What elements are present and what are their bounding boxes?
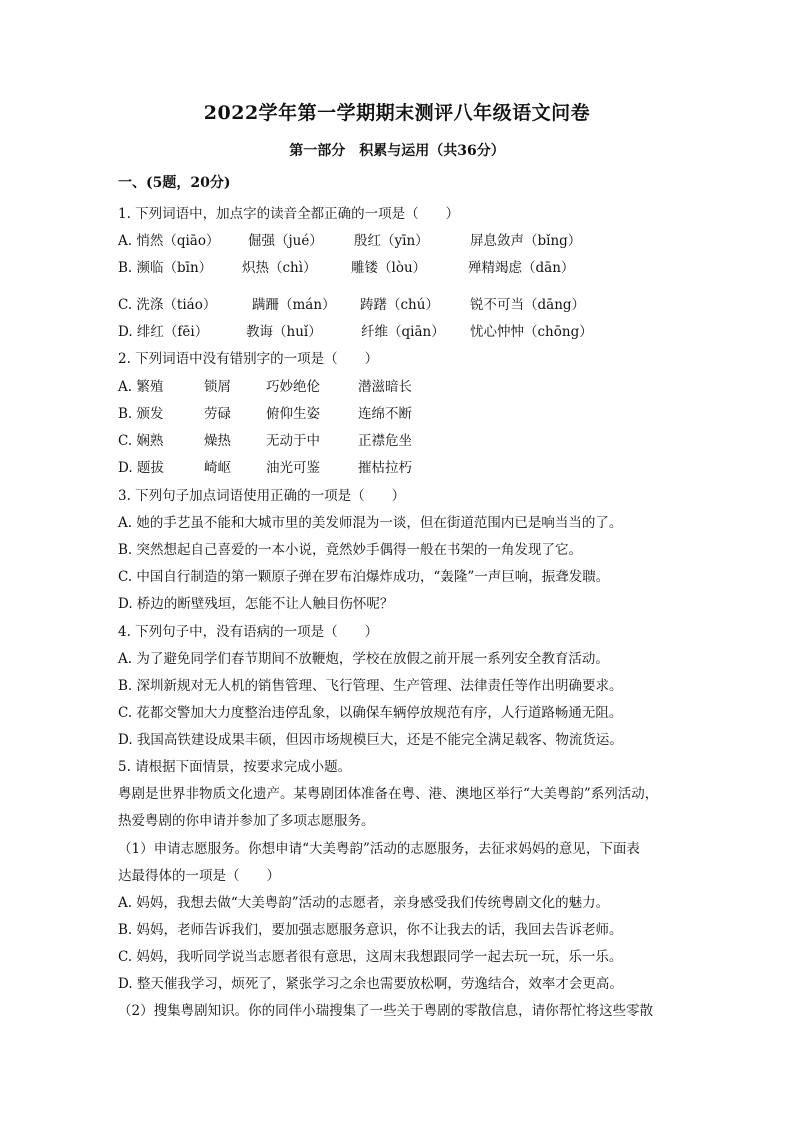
q1-c-item-1: C. 洗涤（tiáo） [118,297,217,313]
q1-a-item-1: A. 悄然（qiāo） [118,233,220,249]
q1-a-item-3: 殷红（yīn） [354,233,429,249]
q5-option-a: A. 妈妈，我想去做“大美粤韵”活动的志愿者，亲身感受我们传统粤剧文化的魅力。 [118,895,610,911]
q2-c-item-3: 无动于中 [266,433,320,449]
q1-b-item-1: B. 濒临（bīn） [118,260,213,276]
q1-c-item-4: 锐不可当（dāng） [470,297,586,313]
q1-d-item-3: 纤维（qiān） [361,324,445,340]
q4-option-d: D. 我国高铁建设成果丰硕，但因市场规模巨大，还是不能完全满足载客、物流货运。 [118,732,623,748]
q1-c-item-3: 踌躇（chú） [360,297,439,313]
q1-d-item-2: 教诲（huǐ） [246,324,322,340]
part-heading: 第一部分 积累与运用（共36分） [289,143,505,159]
q2-b-item-2: 劳碌 [204,406,231,422]
q2-b-item-4: 连绵不断 [358,406,412,422]
q5-option-b: B. 妈妈，老师告诉我们，要加强志愿服务意识，你不让我去的话，我回去告诉老师。 [118,922,623,938]
q1-a-item-4: 屏息敛声（bǐng） [470,233,582,249]
q1-c-item-2: 蹒跚（mán） [252,297,336,313]
question-2-stem: 2. 下列词语中没有错别字的一项是（ ） [118,351,379,367]
q5-sub1-line-1: （1）申请志愿服务。你想申请“大美粤韵”活动的志愿服务，去征求妈妈的意见，下面表 [118,841,640,857]
q3-option-a: A. 她的手艺虽不能和大城市里的美发师混为一谈，但在街道范围内已是响当当的了。 [118,515,623,531]
q1-b-item-3: 雕镂（lòu） [351,260,427,276]
question-3-stem: 3. 下列句子加点词语使用正确的一项是（ ） [118,488,406,504]
q4-option-b: B. 深圳新规对无人机的销售管理、飞行管理、生产管理、法律责任等作出明确要求。 [118,678,623,694]
q2-b-item-1: B. 颁发 [118,406,164,422]
q2-b-item-3: 俯仰生姿 [266,406,320,422]
q2-c-item-4: 正襟危坐 [358,433,412,449]
q5-sub2-line: （2）搜集粤剧知识。你的同伴小瑞搜集了一些关于粤剧的零散信息，请你帮忙将这些零散 [118,1003,654,1019]
exam-title: 2022学年第一学期期末测评八年级语文问卷 [203,102,591,124]
q3-option-d: D. 桥边的断壁残垣，怎能不让人触目伤怀呢？ [118,596,394,612]
q2-d-item-1: D. 题拔 [118,460,164,476]
q2-a-item-2: 锁屑 [204,379,231,395]
q5-intro-line-2: 热爱粤剧的你申请并参加了多项志愿服务。 [118,813,375,829]
question-4-stem: 4. 下列句子中，没有语病的一项是（ ） [118,624,379,640]
q2-d-item-2: 崎岖 [204,460,231,476]
q2-c-item-1: C. 娴熟 [118,433,164,449]
q1-d-item-4: 忧心忡忡（chōng） [470,324,593,340]
q4-option-c: C. 花都交警加大力度整治违停乱象，以确保车辆停放规范有序，人行道路畅通无阻。 [118,705,623,721]
q2-a-item-3: 巧妙绝伦 [266,379,320,395]
q2-a-item-4: 潜滋暗长 [358,379,412,395]
q2-d-item-4: 摧枯拉朽 [358,460,412,476]
q3-option-c: C. 中国自行制造的第一颗原子弹在罗布泊爆炸成功，“轰隆”一声巨响，振聋发聩。 [118,569,610,585]
q1-a-item-2: 倔强（jué） [248,233,323,249]
q5-sub1-line-2: 达最得体的一项是（ ） [118,868,280,884]
q1-d-item-1: D. 绯红（fēi） [118,324,209,340]
q2-c-item-2: 燥热 [204,433,231,449]
question-5-stem: 5. 请根据下面情景，按要求完成小题。 [118,759,352,775]
q5-option-c: C. 妈妈，我听同学说当志愿者很有意思，这周末我想跟同学一起去玩一玩，乐一乐。 [118,949,623,965]
q5-option-d: D. 整天催我学习，烦死了，紧张学习之余也需要放松啊，劳逸结合，效率才会更高。 [118,976,623,992]
q3-option-b: B. 突然想起自己喜爱的一本小说，竟然妙手偶得一般在书架的一角发现了它。 [118,542,583,558]
q2-d-item-3: 油光可鉴 [266,460,320,476]
q1-b-item-4: 殚精竭虑（dān） [468,260,575,276]
q1-b-item-2: 炽热（chì） [242,260,317,276]
q2-a-item-1: A. 繁殖 [118,379,164,395]
question-1-stem: 1. 下列词语中，加点字的读音全都正确的一项是（ ） [118,206,460,222]
q4-option-a: A. 为了避免同学们春节期间不放鞭炮，学校在放假之前开展一系列安全教育活动。 [118,651,609,667]
section-heading: 一、(5题，20分) [118,175,231,191]
q5-intro-line-1: 粤剧是世界非物质文化遗产。某粤剧团体准备在粤、港、澳地区举行“大美粤韵”系列活动， [118,786,659,802]
